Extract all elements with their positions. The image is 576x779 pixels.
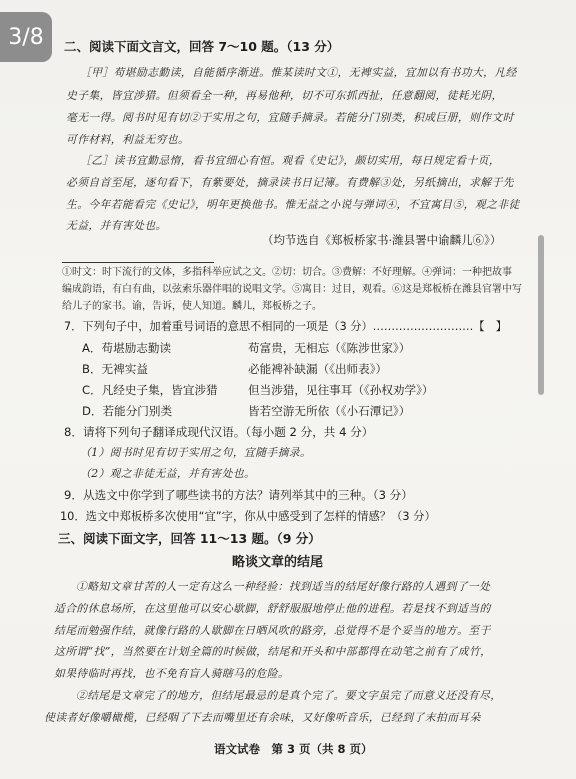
question-7-stem: 7．下列句子中，加着重号词语的意思不相同的一项是（3 分）………………………【 】: [64, 320, 507, 333]
article-para2-line: 使读者好像嚼橄榄，已经咽了下去而嘴里还有余味，又好像听音乐，已经到了末拍而耳朵: [44, 711, 481, 724]
section3-heading: 三、阅读下面文字，回答 11～13 题。（9 分）: [58, 531, 321, 546]
page-footer: 语文试卷 第 3 页（共 8 页）: [214, 742, 373, 756]
passage-yi-line: ［乙］读书宜勤忌惰，看书宜细心有恒。观看《史记》，颇切实用，每日规定看十页，: [80, 154, 501, 167]
q7-option-b-compare: 必能裨补缺漏（《出师表》）: [248, 362, 388, 376]
article-para1-line: 这所谓“找”，当然要在计划全篇的时候做，结尾和开头和中部都得在动笔之前有了成竹，: [54, 645, 492, 658]
footnote-line: ①时文：时下流行的文体，多指科举应试之文。②切：切合。③费解：不好理解。④弹词：一种把故事: [62, 267, 512, 278]
footnote-divider: [62, 262, 214, 263]
question-10: 10．选文中郑板桥多次使用“宜”字，你从中感受到了怎样的情感？（3 分）: [60, 510, 436, 523]
q8-item: （2）观之非徒无益，并有害处也。: [80, 467, 256, 480]
footnote-line: 给儿子的家书。谕，告诉，使人知道。麟儿，郑板桥之子。: [62, 301, 322, 312]
q7-option-a: A．苟堪励志勤读: [82, 341, 172, 355]
q7-option-b: B．无裨实益: [82, 362, 148, 376]
q7-option-d-compare: 皆若空游无所依（《小石潭记》）: [248, 404, 411, 418]
passage-yi-line: 生。今年若能看完《史记》，明年更换他书。惟无益之小说与弹词④，不宜寓目⑤，观之非徒: [66, 198, 520, 211]
q7-option-a-compare: 苟富贵，无相忘（《陈涉世家》）: [248, 341, 411, 355]
article-para1-line: 如果待临时再找，也不免有盲人骑瞎马的危险。: [54, 667, 290, 680]
article-title: 略谈文章的结尾: [232, 555, 324, 570]
passage-yi-line: 无益，并有害处也。: [66, 219, 167, 232]
q7-option-d: D．若能分门别类: [82, 404, 173, 418]
section2-heading: 二、阅读下面文言文，回答 7～10 题。（13 分）: [64, 39, 340, 54]
passage-jia-line: 毫无一得。阅书时见有切②于实用之句，宜随手摘录。若能分门别类，积成巨册，则作文时: [66, 111, 514, 124]
page-indicator: 3/8: [0, 12, 52, 62]
article-para1-line: 结尾而勉强作结，就像行路的人歇脚在日晒风吹的路旁，总觉得不是个妥当的地方。至于: [54, 624, 491, 637]
q7-option-c: C．凡经史子集，皆宜涉猎: [82, 383, 218, 397]
article-para1-line: 适合的休息场所，在这里他可以安心歇脚，舒舒服服地停止他的进程。若是找不到适当的: [54, 602, 491, 615]
article-para1-line: ①略知文章甘苦的人一定有这么一种经验：找到适当的结尾好像行路的人遇到了一处: [76, 580, 491, 593]
q7-option-c-compare: 但当涉猎，见往事耳（《孙权劝学》）: [248, 383, 434, 397]
passage-source: （均节选自《郑板桥家书·潍县署中谕麟儿⑥》）: [262, 233, 502, 247]
question-9: 9．从选文中你学到了哪些读书的方法？请列举其中的三种。（3 分）: [64, 488, 413, 502]
passage-jia-line: ［甲］苟堪励志勤读，自能循序渐进。惟某读时文①，无裨实益，宜加以有书功大，凡经: [80, 66, 517, 79]
question-8-stem: 8．请将下列句子翻译成现代汉语。（每小题 2 分，共 4 分）: [64, 425, 374, 439]
footnote-line: 编成韵语，有白有曲，以弦索乐器伴唱的说唱文学。⑤寓目：过目，观看。⑥这是郑板桥在潍县官署中写: [62, 284, 522, 295]
q8-item: （1）阅书时见有切于实用之句，宜随手摘录。: [80, 446, 312, 459]
article-para2-line: ②结尾是文章完了的地方，但结尾最忌的是真个完了。要文字虽完了而意义还没有尽，: [76, 689, 502, 702]
scrollbar-thumb[interactable]: [538, 235, 544, 395]
passage-yi-line: 必须自首至尾，逐句看下，有紫要处，摘录读书日记簿。有费解③处，另纸摘出，求解于先: [66, 176, 514, 189]
passage-jia-line: 史子集，皆宜涉猎。但须看全一种，再易他种，切不可东抓西扯，任意翻阅，徒耗光阴，: [66, 89, 503, 102]
passage-jia-line: 可作材料，利益无穷也。: [66, 133, 190, 146]
